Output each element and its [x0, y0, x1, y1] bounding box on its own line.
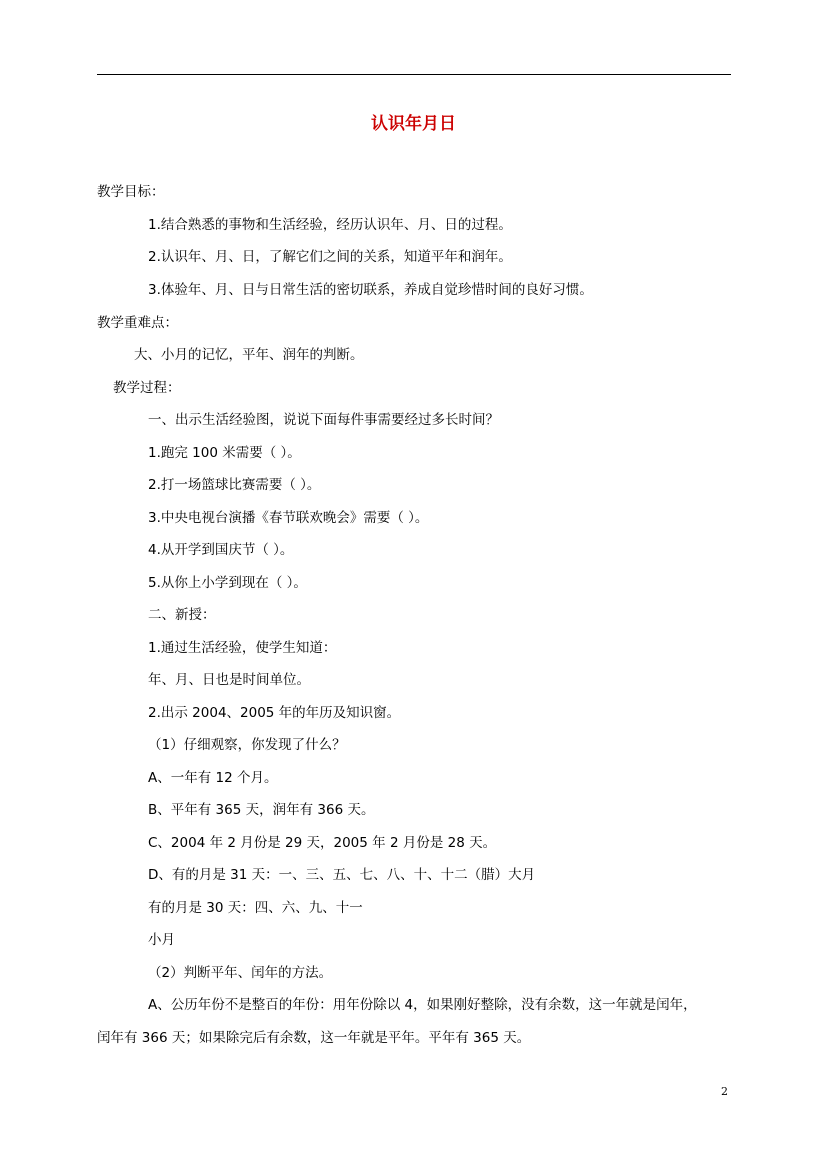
section-heading-process: 教学过程： [113, 380, 181, 396]
observation-question: （1）仔细观察，你发现了什么？ [148, 737, 346, 753]
process-step-one: 一、出示生活经验图，说说下面每件事需要经过多长时间？ [148, 412, 499, 428]
new-lesson-text: 年、月、日也是时间单位。 [148, 672, 310, 688]
question-item-3: 3.中央电视台演播《春节联欢晚会》需要（ ）。 [148, 510, 429, 526]
objective-item-2: 2.认识年、月、日，了解它们之间的关系，知道平年和润年。 [148, 249, 512, 265]
finding-a: A、一年有 12 个月。 [148, 770, 278, 786]
finding-c: C、2004 年 2 月份是 29 天，2005 年 2 月份是 28 天。 [148, 835, 497, 851]
leap-year-method-heading: （2）判断平年、闰年的方法。 [148, 965, 333, 981]
document-title: 认识年月日 [371, 114, 456, 134]
header-rule [97, 74, 731, 75]
finding-d: D、有的月是 31 天：一、三、五、七、八、十、十二（腊）大月 [148, 867, 536, 883]
question-item-1: 1.跑完 100 米需要（ ）。 [148, 445, 301, 461]
key-points-text: 大、小月的记忆，平年、润年的判断。 [134, 347, 364, 363]
objective-item-3: 3.体验年、月、日与日常生活的密切联系，养成自觉珍惜时间的良好习惯。 [148, 282, 593, 298]
process-step-two: 二、新授： [148, 607, 216, 623]
leap-year-rule-a-continued: 闰年有 366 天；如果除完后有余数，这一年就是平年。平年有 365 天。 [97, 1030, 531, 1046]
finding-b: B、平年有 365 天，润年有 366 天。 [148, 802, 375, 818]
finding-d-continued: 有的月是 30 天：四、六、九、十一 [148, 900, 363, 916]
question-item-4: 4.从开学到国庆节（ ）。 [148, 542, 294, 558]
new-lesson-item-2: 2.出示 2004、2005 年的年历及知识窗。 [148, 705, 401, 721]
objective-item-1: 1.结合熟悉的事物和生活经验，经历认识年、月、日的过程。 [148, 217, 512, 233]
page-number: 2 [721, 1085, 728, 1098]
section-heading-key-points: 教学重难点： [97, 315, 178, 331]
finding-d-label: 小月 [148, 932, 175, 948]
question-item-5: 5.从你上小学到现在（ ）。 [148, 575, 307, 591]
leap-year-rule-a: A、公历年份不是整百的年份：用年份除以 4，如果刚好整除，没有余数，这一年就是闰年， [148, 997, 697, 1013]
section-heading-objectives: 教学目标： [97, 184, 165, 200]
question-item-2: 2.打一场篮球比赛需要（ ）。 [148, 477, 321, 493]
new-lesson-item-1: 1.通过生活经验，使学生知道： [148, 640, 337, 656]
